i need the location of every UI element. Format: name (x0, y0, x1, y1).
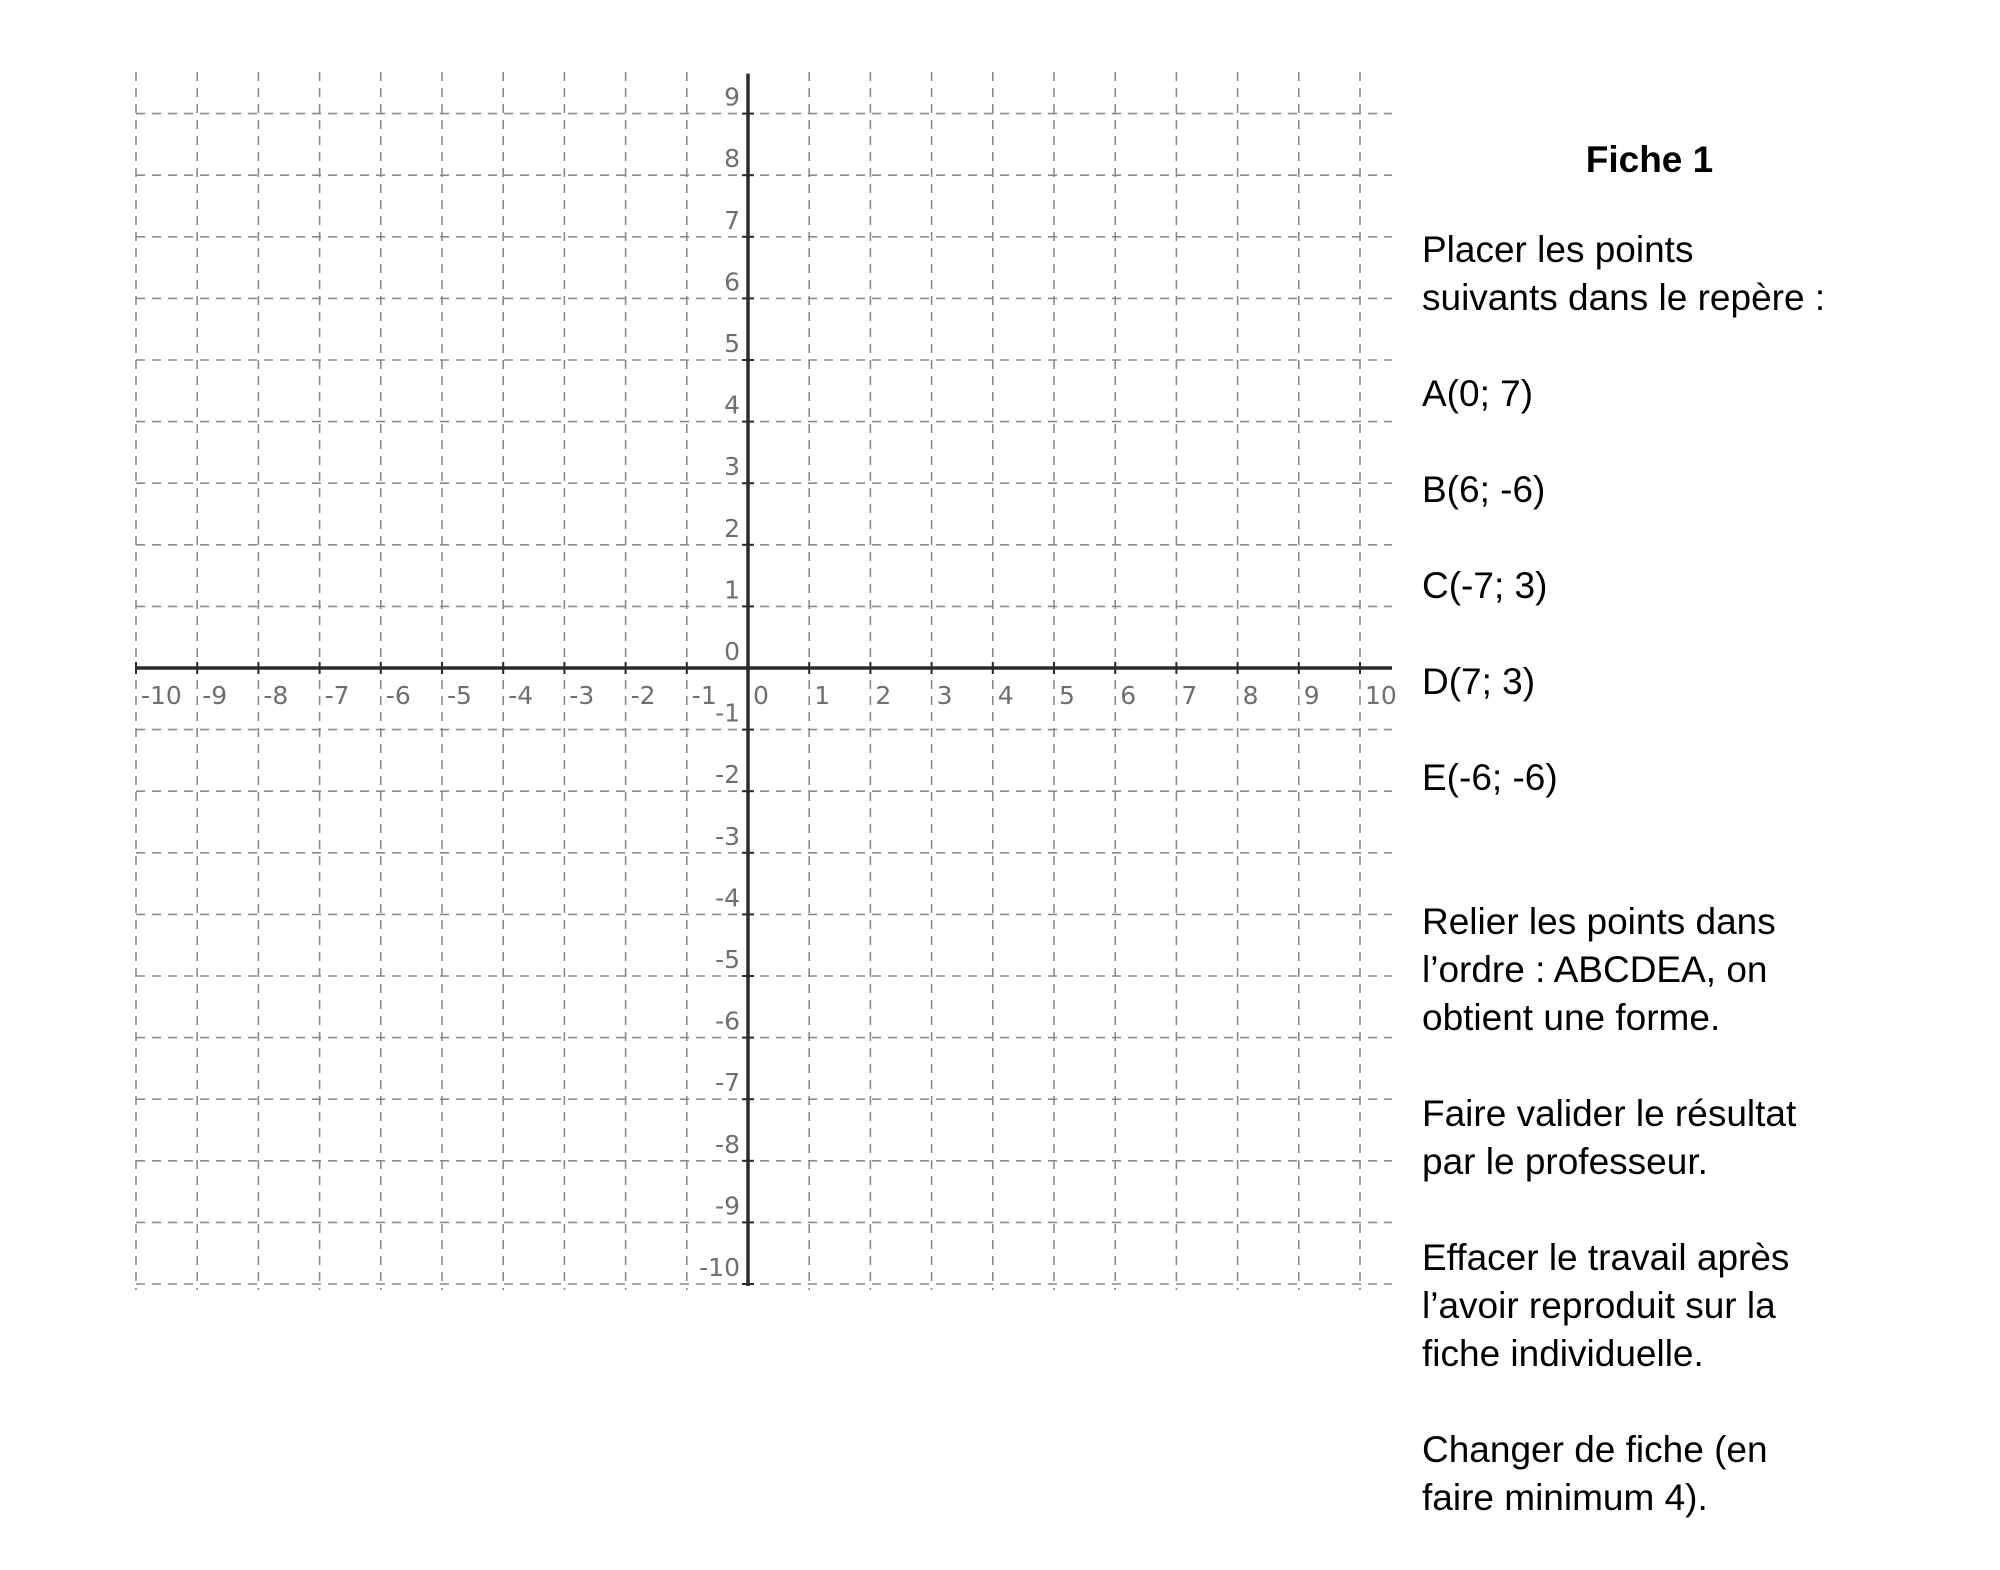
y-tick-label: 9 (724, 82, 740, 112)
y-tick-label: 0 (724, 637, 740, 666)
x-tick-label: 5 (1059, 681, 1075, 710)
x-tick-label: -1 (691, 681, 717, 710)
x-tick-label: 1 (814, 681, 831, 710)
coordinate-grid (136, 72, 1397, 1290)
y-tick-label: -4 (715, 883, 740, 913)
y-tick-label: 4 (724, 390, 740, 420)
connect-instruction: Relier les points dans l’ordre : ABCDEA, on obtient une forme. (1422, 901, 1776, 1038)
y-tick-label: 2 (724, 513, 740, 543)
x-tick-label: 0 (753, 681, 769, 710)
y-tick-label: 1 (724, 575, 740, 605)
y-tick-label: 7 (724, 205, 740, 235)
y-tick-label: -7 (715, 1068, 740, 1098)
x-tick-label: -3 (569, 681, 595, 710)
change-sheet-instruction: Changer de fiche (en faire minimum 4). (1422, 1429, 1768, 1518)
point-d: D(7; 3) (1422, 661, 1536, 702)
x-tick-label: -5 (447, 681, 472, 710)
x-tick-label: -9 (202, 681, 228, 710)
x-tick-label: -8 (263, 681, 289, 710)
x-tick-label: 8 (1242, 681, 1259, 710)
x-tick-label: 7 (1181, 681, 1198, 710)
erase-instruction: Effacer le travail après l’avoir reproduit sur la fiche individuelle. (1422, 1237, 1790, 1374)
x-tick-label: 10 (1365, 681, 1397, 710)
instructions-panel (1422, 136, 1982, 1570)
y-tick-label: 8 (724, 144, 740, 174)
x-tick-label: -4 (508, 681, 534, 710)
x-tick-label: -10 (141, 681, 182, 710)
x-tick-label: 3 (936, 681, 953, 710)
y-tick-label: -10 (699, 1253, 740, 1282)
x-tick-label: -2 (630, 681, 656, 710)
x-tick-label: 2 (875, 681, 892, 710)
y-tick-label: 5 (724, 329, 740, 358)
point-c: C(-7; 3) (1422, 565, 1548, 606)
x-tick-label: -7 (324, 681, 350, 710)
y-tick-label: -8 (715, 1129, 740, 1159)
y-tick-label: -5 (715, 945, 740, 974)
y-tick-label: 6 (724, 267, 740, 297)
x-tick-label: 9 (1303, 681, 1320, 710)
x-tick-label: -6 (385, 681, 411, 710)
coordinate-grid-svg (136, 72, 1397, 1290)
point-b: B(6; -6) (1422, 469, 1546, 510)
points-list (1422, 322, 1982, 850)
placement-instruction: Placer les points suivants dans le repère : (1422, 229, 1826, 318)
x-tick-label: 6 (1120, 681, 1137, 710)
point-e: E(-6; -6) (1422, 757, 1558, 798)
validate-instruction: Faire valider le résultat par le professeur. (1422, 1093, 1797, 1182)
y-tick-label: -2 (715, 760, 740, 790)
y-tick-label: 3 (724, 452, 740, 482)
y-tick-label: -9 (715, 1191, 740, 1221)
y-tick-label: -1 (715, 698, 740, 728)
sheet-title: Fiche 1 (1585, 139, 1714, 180)
point-a: A(0; 7) (1422, 373, 1534, 414)
y-tick-label: -6 (715, 1006, 740, 1036)
y-tick-label: -3 (715, 821, 740, 851)
x-tick-label: 4 (997, 681, 1014, 710)
